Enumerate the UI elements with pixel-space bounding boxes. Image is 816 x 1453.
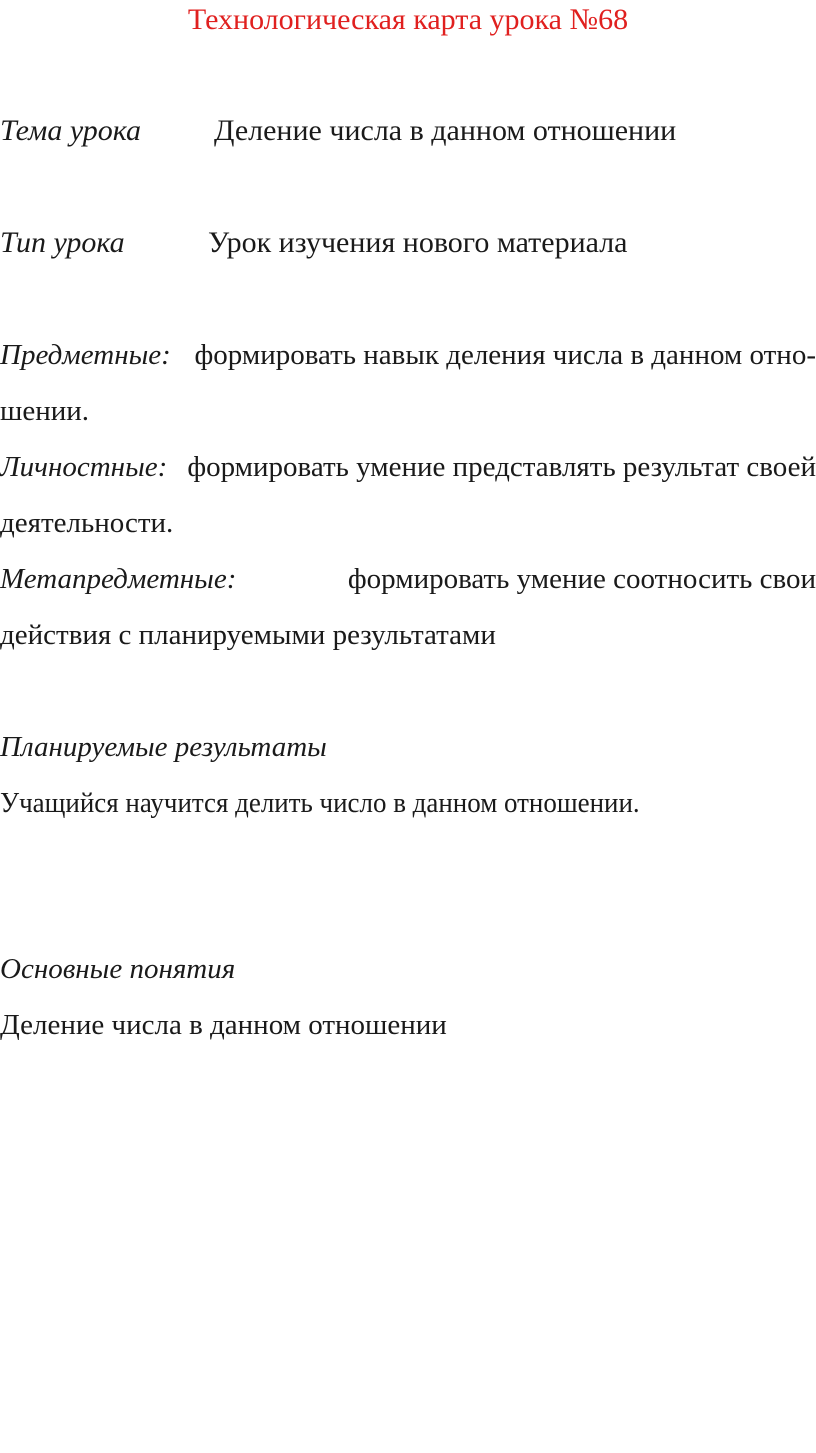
key-concepts-text: Деление числа в данном отношении — [0, 1009, 447, 1041]
planned-results-text: Учащийся научится делить число в данном отношении. — [0, 787, 640, 819]
planned-results-heading: Планируемые результаты — [0, 731, 327, 763]
topic-label: Тема урока — [0, 114, 142, 147]
lesson-type-value: Урок изучения нового материала — [208, 226, 628, 259]
meta-objective-line1 — [0, 561, 816, 597]
meta-objective-label: Метапредметные: — [0, 563, 237, 595]
subject-objective-label: Предметные: — [0, 339, 171, 371]
subject-objective-text-2: шении. — [0, 395, 90, 427]
subject-objective-text-1: формировать навык деления числа в данном отно- — [194, 339, 816, 371]
personal-objective-text-1: формировать умение представлять результат своей — [187, 451, 816, 483]
key-concepts-heading: Основные понятия — [0, 953, 236, 985]
lesson-type-label: Тип урока — [0, 226, 125, 259]
topic-value: Деление числа в данном отношении — [214, 114, 677, 147]
personal-objective-text-2: деятельности. — [0, 507, 174, 539]
personal-objective-label: Личностные: — [0, 451, 168, 483]
subject-objective-line1 — [0, 337, 816, 373]
meta-objective-text-1: формировать умение соотносить свои — [347, 563, 816, 595]
personal-objective-line1 — [0, 449, 816, 485]
meta-objective-text-2: действия с планируемыми результатами — [0, 619, 496, 651]
document-title: Технологическая карта урока №68 — [187, 3, 629, 36]
